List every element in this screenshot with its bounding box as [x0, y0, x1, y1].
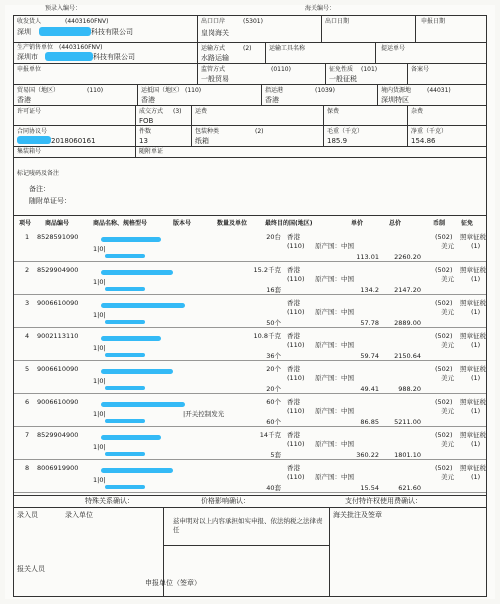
producer-code: (4403160FNV) [59, 44, 103, 51]
quantity-primary: 10.8千克 [253, 332, 281, 340]
origin: 原产国：中国 [315, 308, 354, 316]
destination: 香港 [287, 398, 300, 406]
exit-port-code: (5301) [243, 18, 263, 25]
col-header-name: 商品名称、规格型号 [93, 220, 148, 227]
quantity-primary: 20台 [266, 233, 281, 241]
quantity-secondary: 16套 [266, 286, 281, 294]
destination-code: (110) [287, 440, 305, 448]
declarant-label: 申报单位 [17, 66, 42, 73]
product-spec-extra: |开关控制发光 [183, 410, 225, 418]
total-price: 5211.00 [394, 418, 421, 426]
freight-label: 运费 [195, 108, 208, 115]
origin: 原产国：中国 [315, 440, 354, 448]
quantity-secondary: 20个 [266, 385, 281, 393]
col-header-version: 版本号 [173, 220, 192, 227]
row-number: 1 [25, 233, 30, 241]
source-label: 境内货源地 [381, 87, 412, 94]
preentry-number-label: 预录入编号： [45, 5, 82, 12]
tax-mode: 照章征税 [460, 464, 486, 472]
total-price: 621.60 [398, 484, 421, 492]
currency-code: (502) [435, 233, 453, 241]
row-number: 5 [25, 365, 30, 373]
transport-mode-label: 运输方式 [201, 45, 226, 52]
col-header-dest: 最终目的国(地区) [265, 220, 313, 227]
quantity-primary: 60个 [266, 398, 281, 406]
price-influence-confirm: 价格影响确认： [201, 497, 250, 505]
currency: 美元 [441, 242, 454, 250]
currency: 美元 [441, 407, 454, 415]
declarant-person-label: 报关人员 [17, 565, 45, 573]
declare-date-label: 申报日期 [421, 18, 446, 25]
currency-code: (502) [435, 431, 453, 439]
row-number: 7 [25, 431, 30, 439]
supervision-value: 一般贸易 [201, 75, 229, 83]
quantity-primary: 14千克 [259, 431, 281, 439]
tax-mode-code: (1) [471, 242, 481, 250]
row-number: 2 [25, 266, 30, 274]
origin: 原产国：中国 [315, 275, 354, 283]
contract-label: 合同协议号 [17, 128, 48, 135]
redaction-mark [105, 287, 145, 291]
export-date-label: 出口日期 [325, 18, 350, 25]
product-code: 8528591090 [37, 233, 79, 241]
redaction-mark [105, 452, 145, 456]
tax-mode-code: (1) [471, 341, 481, 349]
redaction-mark [101, 303, 185, 308]
tax-mode-code: (1) [471, 275, 481, 283]
destination: 香港 [287, 233, 300, 241]
exit-port-value: 皇岗海关 [201, 29, 229, 37]
transport-mode-value: 水路运输 [201, 54, 229, 62]
gross-value: 185.9 [327, 137, 348, 145]
trade-country-value: 香港 [17, 96, 31, 104]
row-divider [13, 360, 487, 361]
legal-statement: 兹申明对以上内容承担如实申报、依法纳税之法律责任 [173, 517, 323, 534]
deal-mode-code: (3) [173, 108, 182, 115]
total-price: 988.20 [398, 385, 421, 393]
producer-name-right: 科技有限公司 [93, 53, 135, 61]
currency: 美元 [441, 275, 454, 283]
remark-label: 备注： [29, 185, 50, 193]
destination-code: (110) [287, 473, 305, 481]
deal-mode-value: FOB [139, 117, 154, 125]
pieces-value: 13 [139, 137, 148, 145]
product-code: 8006919900 [37, 464, 79, 472]
destination: 香港 [287, 464, 300, 472]
currency-code: (502) [435, 299, 453, 307]
destination: 香港 [287, 365, 300, 373]
trade-country-label: 贸易国（地区） [17, 87, 60, 94]
consignee-name-right: 科技有限公司 [91, 28, 133, 36]
unit-price: 134.2 [360, 286, 379, 294]
quantity-secondary: 5套 [270, 451, 281, 459]
tax-mode-code: (1) [471, 308, 481, 316]
total-price: 2147.20 [394, 286, 421, 294]
entry-unit-label: 录入单位 [65, 511, 93, 519]
currency-code: (502) [435, 464, 453, 472]
currency-code: (502) [435, 332, 453, 340]
row-number: 4 [25, 332, 30, 340]
product-spec: 1|0| [93, 377, 106, 385]
redaction-mark [105, 320, 145, 324]
producer-label: 生产销售单位 [17, 44, 54, 51]
product-code: 9002113110 [37, 332, 79, 340]
col-header-qty: 数量及单位 [217, 220, 248, 227]
tax-mode: 照章征税 [460, 431, 486, 439]
quantity-secondary: 60个 [266, 418, 281, 426]
total-price: 2150.64 [394, 352, 421, 360]
redaction-mark [105, 386, 145, 390]
total-price: 2260.20 [394, 253, 421, 261]
dest-country-code: (110) [185, 87, 202, 94]
product-spec: 1|0| [93, 476, 106, 484]
tax-mode-code: (1) [471, 473, 481, 481]
royalty-confirm: 支付特许权使用费确认： [345, 497, 422, 505]
tax-mode: 照章征税 [460, 398, 486, 406]
net-label: 净重（千克） [411, 128, 448, 135]
destination-code: (110) [287, 275, 305, 283]
row-number: 8 [25, 464, 30, 472]
package-label: 包装种类 [195, 128, 220, 135]
trade-country-code: (110) [87, 87, 104, 94]
product-code: 8529904900 [37, 266, 79, 274]
license-label: 许可证号 [17, 108, 42, 115]
contract-value: 2018060161 [51, 137, 96, 145]
product-spec: 1|0| [93, 245, 106, 253]
product-spec: 1|0| [93, 344, 106, 352]
currency: 美元 [441, 473, 454, 481]
quantity-secondary: 40套 [266, 484, 281, 492]
consignee-name-left: 深圳 [17, 28, 31, 36]
package-value: 纸箱 [195, 137, 209, 145]
row-divider [13, 294, 487, 295]
package-code: (2) [255, 128, 264, 135]
supervision-label: 监管方式 [201, 66, 226, 73]
tax-mode: 照章征税 [460, 365, 486, 373]
row-number: 6 [25, 398, 30, 406]
redaction-mark [45, 52, 93, 61]
marks-label: 标记唛码及备注 [17, 170, 60, 177]
total-price: 2889.00 [394, 319, 421, 327]
source-value: 深圳特区 [381, 96, 409, 104]
misc-label: 杂费 [411, 108, 424, 115]
row-divider [13, 459, 487, 460]
producer-name-left: 深圳市 [17, 53, 38, 61]
redaction-mark [101, 237, 161, 242]
row-divider [13, 393, 487, 394]
tax-mode-code: (1) [471, 440, 481, 448]
tax-mode: 照章征税 [460, 332, 486, 340]
col-header-price: 单价 [351, 220, 364, 227]
tax-nature-code: (101) [361, 66, 378, 73]
redaction-mark [101, 270, 173, 275]
consignee-code: (4403160FNV) [65, 18, 109, 25]
destination-code: (110) [287, 308, 305, 316]
currency: 美元 [441, 341, 454, 349]
col-header-code: 商品编号 [45, 220, 70, 227]
quantity-primary: 15.2千克 [253, 266, 281, 274]
customs-declaration-form [5, 5, 495, 599]
docs-label: 随附单证 [139, 148, 164, 155]
port-label: 指运港 [265, 87, 284, 94]
product-spec: 1|0| [93, 278, 106, 286]
net-value: 154.86 [411, 137, 436, 145]
quantity-secondary: 50个 [266, 319, 281, 327]
origin: 原产国：中国 [315, 242, 354, 250]
product-code: 8529904900 [37, 431, 79, 439]
unit-price: 57.78 [360, 319, 379, 327]
customs-number-label: 海关编号： [305, 5, 336, 12]
destination-code: (110) [287, 407, 305, 415]
customs-approval-label: 海关批注及签章 [333, 511, 382, 519]
col-header-currency: 币制 [433, 220, 446, 227]
redaction-mark [39, 27, 91, 36]
row-divider [13, 327, 487, 328]
tax-mode-code: (1) [471, 374, 481, 382]
transport-tool-label: 运输工具名称 [269, 45, 306, 52]
origin: 原产国：中国 [315, 473, 354, 481]
col-header-no: 项号 [19, 220, 32, 227]
destination: 香港 [287, 431, 300, 439]
product-code: 9006610090 [37, 299, 79, 307]
form-frame [13, 15, 487, 597]
currency: 美元 [441, 374, 454, 382]
tax-mode: 照章征税 [460, 266, 486, 274]
tax-mode: 照章征税 [460, 233, 486, 241]
destination-code: (110) [287, 341, 305, 349]
tax-mode: 照章征税 [460, 299, 486, 307]
row-divider [13, 261, 487, 262]
redaction-mark [101, 336, 161, 341]
redaction-mark [105, 353, 145, 357]
special-relation-confirm: 特殊关系确认： [85, 497, 134, 505]
row-number: 3 [25, 299, 30, 307]
product-spec: 1|0| [93, 311, 106, 319]
destination: 香港 [287, 299, 300, 307]
redaction-mark [17, 136, 51, 144]
unit-price: 113.01 [356, 253, 379, 261]
origin: 原产国：中国 [315, 374, 354, 382]
dest-country-value: 香港 [141, 96, 155, 104]
redaction-mark [105, 419, 145, 423]
origin: 原产国：中国 [315, 341, 354, 349]
destination: 香港 [287, 332, 300, 340]
redaction-mark [101, 369, 173, 374]
port-code: (1039) [315, 87, 335, 94]
destination: 香港 [287, 266, 300, 274]
row-divider [13, 426, 487, 427]
product-spec: 1|0| [93, 443, 106, 451]
unit-price: 49.41 [360, 385, 379, 393]
deal-mode-label: 成交方式 [139, 108, 164, 115]
consignee-label: 收发货人 [17, 18, 42, 25]
pieces-label: 件数 [139, 128, 152, 135]
attach-label: 随附单证号： [29, 197, 71, 205]
redaction-mark [101, 402, 185, 407]
supervision-code: (0110) [271, 66, 291, 73]
destination-code: (110) [287, 374, 305, 382]
insurance-label: 保费 [327, 108, 340, 115]
gross-label: 毛重（千克） [327, 128, 364, 135]
product-spec: 1|0| [93, 410, 106, 418]
col-header-total: 总价 [389, 220, 402, 227]
port-value: 香港 [265, 96, 279, 104]
currency-code: (502) [435, 365, 453, 373]
declarant-unit-label: 申报单位（签章） [145, 579, 201, 587]
quantity-primary: 20个 [266, 365, 281, 373]
currency-code: (502) [435, 266, 453, 274]
tax-nature-label: 征免性质 [329, 66, 354, 73]
tax-mode-code: (1) [471, 407, 481, 415]
source-code: (44031) [427, 87, 451, 94]
record-no-label: 备案号 [411, 66, 430, 73]
col-header-tax: 征免 [461, 220, 474, 227]
entry-person-label: 录入员 [17, 511, 38, 519]
redaction-mark [101, 468, 173, 473]
bill-no-label: 提运单号 [381, 45, 406, 52]
row-divider [13, 492, 487, 493]
transport-mode-code: (2) [243, 45, 252, 52]
unit-price: 86.85 [360, 418, 379, 426]
currency: 美元 [441, 440, 454, 448]
currency: 美元 [441, 308, 454, 316]
container-label: 集装箱号 [17, 148, 42, 155]
redaction-mark [105, 254, 145, 258]
unit-price: 59.74 [360, 352, 379, 360]
destination-code: (110) [287, 242, 305, 250]
redaction-mark [101, 435, 161, 440]
currency-code: (502) [435, 398, 453, 406]
unit-price: 15.54 [360, 484, 379, 492]
redaction-mark [105, 485, 145, 489]
origin: 原产国：中国 [315, 407, 354, 415]
exit-port-label: 出口口岸 [201, 18, 226, 25]
product-code: 9006610090 [37, 398, 79, 406]
tax-nature-value: 一般征税 [329, 75, 357, 83]
product-code: 9006610090 [37, 365, 79, 373]
total-price: 1801.10 [394, 451, 421, 459]
quantity-secondary: 36个 [266, 352, 281, 360]
dest-country-label: 运抵国（地区） [141, 87, 184, 94]
unit-price: 360.22 [356, 451, 379, 459]
